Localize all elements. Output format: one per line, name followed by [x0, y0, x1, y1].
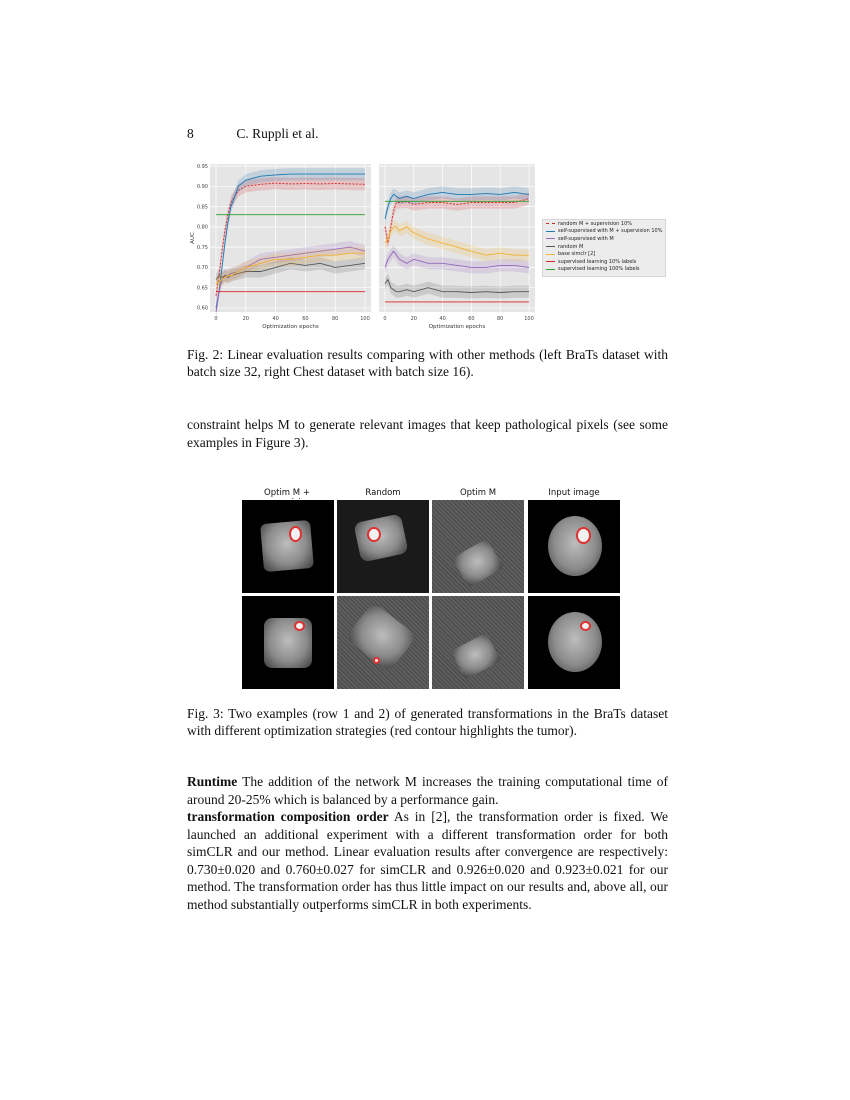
body-paragraph-1: constraint helps M to generate relevant images that keep pathological pixels (see some examples in Figure 3).	[187, 417, 668, 450]
row1-input-image	[528, 500, 620, 593]
x-tick-label: 0	[383, 316, 387, 322]
legend-item	[543, 266, 665, 274]
running-authors: C. Ruppli et al.	[236, 126, 319, 141]
transformation-order-heading: transformation composition order	[187, 809, 389, 824]
column-title-optim-m: Optim M	[459, 488, 497, 498]
legend-item	[543, 258, 665, 266]
chart-panel-right	[379, 164, 535, 330]
y-tick-label: 0.80	[196, 224, 208, 231]
x-axis-label: Optimization epochs	[428, 324, 486, 330]
y-axis-label: AUC	[190, 232, 196, 244]
x-tick-label: 0	[214, 316, 218, 322]
legend-label: random M + supervision 10%	[558, 220, 633, 227]
y-tick-label: 0.95	[196, 163, 208, 170]
row2-optim-m-image	[432, 596, 524, 689]
runtime-text: The addition of the network M increases the training computational time of around 20-25% which is balanced by a performance gain.	[187, 774, 668, 807]
figure-2-caption: Fig. 2: Linear evaluation results comparing with other methods (left BraTs dataset with batch size 32, right Chest dataset with batch size 16).	[187, 347, 668, 379]
column-title-random: Random	[365, 488, 401, 498]
y-tick-label: 0.85	[196, 204, 208, 211]
legend-label: supervised learning 10% labels	[558, 258, 637, 265]
legend-item	[543, 250, 665, 258]
column-title-optim-m-supervision: Optim M +	[264, 488, 310, 498]
legend-item	[543, 235, 665, 243]
legend-swatch	[546, 223, 555, 224]
figure-3-image-grid	[241, 488, 622, 690]
legend-swatch	[546, 269, 555, 270]
legend-item	[543, 228, 665, 236]
runtime-heading: Runtime	[187, 774, 238, 789]
transformation-order-text: As in [2], the transformation order is fixed. We launched an additional experiment with a different transformation order for both simCLR and our method. Linear evaluation results after convergence are respectively: 0.730±0.020 and 0.760±0.027 for simCLR and 0.926±0.020 and 0.923±0.021 for our method. The transformation order has thus little impact on our results and, above all, our method substantially outperforms simCLR in both experiments.	[187, 809, 668, 912]
row1-optim-m-supervision-image	[242, 500, 334, 593]
legend-item	[543, 243, 665, 251]
figure-3-caption: Fig. 3: Two examples (row 1 and 2) of generated transformations in the BraTs dataset with different optimization strategies (red contour highlights the tumor).	[187, 706, 668, 738]
x-tick-label: 60	[468, 316, 475, 322]
runtime-paragraph	[187, 773, 668, 808]
legend-swatch	[546, 261, 555, 262]
x-tick-label: 20	[242, 316, 249, 322]
figure-2-charts	[186, 160, 542, 336]
legend-label: supervised learning 100% labels	[558, 266, 640, 273]
y-tick-label: 0.75	[196, 244, 208, 251]
y-tick-label: 0.90	[196, 184, 208, 191]
row2-optim-m-supervision-image	[242, 596, 334, 689]
chart-legend	[542, 219, 666, 277]
legend-swatch	[546, 231, 555, 232]
x-tick-label: 100	[360, 316, 370, 322]
x-tick-label: 40	[272, 316, 279, 322]
legend-swatch	[546, 246, 555, 247]
row1-random-image	[337, 500, 429, 593]
legend-item	[543, 220, 665, 228]
x-tick-label: 40	[439, 316, 446, 322]
legend-label: self-supervised with M	[558, 235, 614, 242]
y-tick-label: 0.65	[196, 285, 208, 292]
y-tick-label: 0.70	[196, 265, 208, 272]
legend-label: base simclr [2]	[558, 251, 596, 258]
row2-random-image	[337, 596, 429, 689]
column-title-input-image: Input image	[548, 488, 600, 498]
x-tick-label: 100	[524, 316, 534, 322]
page-header	[187, 126, 319, 142]
x-tick-label: 60	[302, 316, 309, 322]
legend-swatch	[546, 238, 555, 239]
legend-label: self-supervised with M + supervision 10%	[558, 228, 663, 235]
chart-panel-left	[190, 164, 371, 330]
row2-input-image	[528, 596, 620, 689]
y-tick-label: 0.60	[196, 305, 208, 312]
transformation-order-paragraph	[187, 808, 668, 914]
x-tick-label: 80	[497, 316, 504, 322]
row1-optim-m-image	[432, 500, 524, 593]
x-tick-label: 20	[410, 316, 417, 322]
x-axis-label: Optimization epochs	[262, 324, 319, 330]
legend-swatch	[546, 254, 555, 255]
page-number: 8	[187, 126, 194, 141]
legend-label: random M	[558, 243, 584, 250]
x-tick-label: 80	[332, 316, 339, 322]
